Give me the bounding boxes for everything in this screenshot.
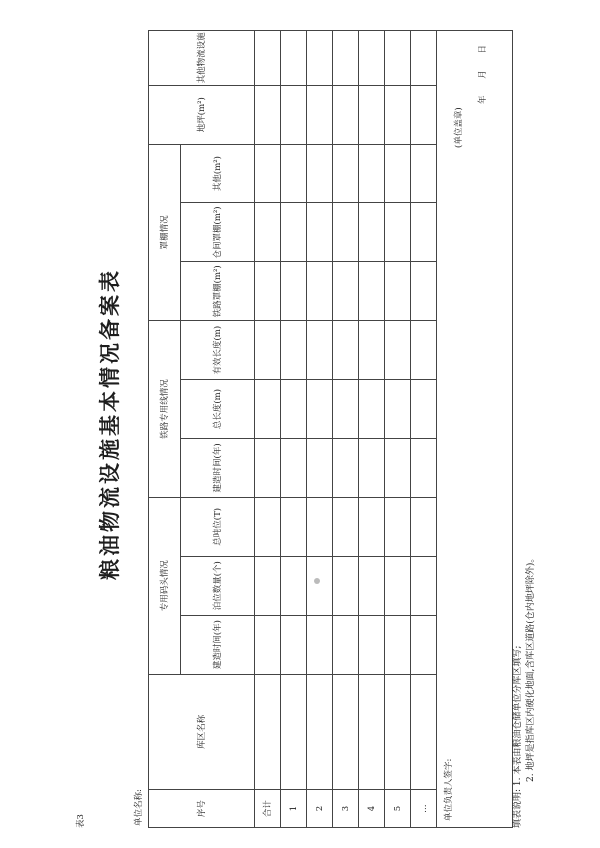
header-seq: 序号 [149, 790, 255, 828]
header-rail-effective-length: 有效长度(m) [181, 321, 255, 380]
table-row [281, 31, 307, 828]
scan-mark [314, 578, 320, 584]
signature-label: 单位负责人签字: [444, 758, 454, 821]
table-row [411, 31, 437, 828]
facility-record-table [148, 30, 513, 828]
header-rail-build-time: 建造时间(年) [181, 438, 255, 497]
header-yard: 地坪(m²) [149, 85, 255, 144]
unit-name-label: 单位名称: [134, 789, 144, 826]
row-label: 4 [359, 790, 385, 828]
header-canopy-group: 罩棚情况 [149, 144, 181, 321]
row-label: 合计 [255, 790, 281, 828]
header-rail-total-length: 总长度(m) [181, 380, 255, 439]
table-row [333, 31, 359, 828]
row-label: 5 [385, 790, 411, 828]
table-row [307, 31, 333, 828]
row-label: … [411, 790, 437, 828]
header-other-facilities: 其他物流设施 [149, 31, 255, 86]
row-label: 1 [281, 790, 307, 828]
header-wharf-tonnage: 总吨位(T) [181, 497, 255, 556]
table-row [385, 31, 411, 828]
table-row [359, 31, 385, 828]
seal-label: (单位盖章) [454, 107, 464, 148]
header-wharf-berths: 泊位数量(个) [181, 556, 255, 615]
table-row [255, 31, 281, 828]
signature-cell [437, 31, 513, 828]
page-title: 粮油物流设施基本情况备案表 [97, 268, 122, 580]
header-rail-canopy: 铁路罩棚(m²) [181, 262, 255, 321]
row-label: 2 [307, 790, 333, 828]
header-other-canopy: 其他(m²) [181, 144, 255, 203]
notes-label: 填表说明: [513, 788, 523, 828]
note-item-1: 1. 本表由粮油仓储单位分库区填写; [513, 645, 523, 787]
note-item-2: 2. 地坪是指库区内硬化地面,含库区道路(仓内地坪除外)。 [526, 553, 536, 782]
header-warehouse-canopy: 仓间罩棚(m²) [181, 203, 255, 262]
fill-instructions [512, 554, 538, 828]
date-label: 年 月 日 [478, 45, 488, 104]
header-rail-group: 铁路专用线情况 [149, 321, 181, 498]
header-wharf-group: 专用码头情况 [149, 497, 181, 674]
header-depot-name: 库区名称 [149, 674, 255, 790]
table-number: 表3 [76, 814, 86, 828]
header-wharf-build-time: 建造时间(年) [181, 615, 255, 674]
row-label: 3 [333, 790, 359, 828]
